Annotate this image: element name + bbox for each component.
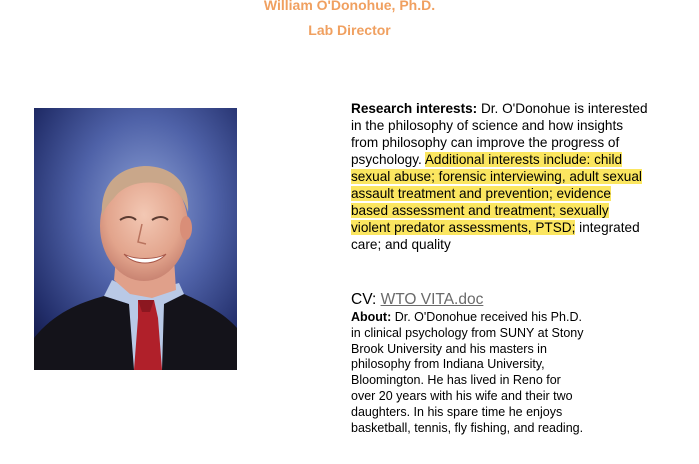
about-label: About: xyxy=(351,310,392,324)
research-highlighted-text: Additional interests include: child sexual abuse; forensic interviewing, adult sexual assault treatment and prevention; evidence based assessment and treatment; sexually violent predator assessments, PTSD; xyxy=(351,152,642,235)
research-interests xyxy=(351,100,651,253)
cv-line xyxy=(351,290,483,309)
research-text: Dr. O'Donohue is interested in the philosophy of science and how insights from philosophy can improve the progress of psychology. xyxy=(351,101,648,167)
research-label: Research interests: xyxy=(351,101,478,116)
about-section xyxy=(351,310,586,436)
cv-label: CV: xyxy=(351,291,381,308)
cv-link[interactable]: WTO VITA.doc xyxy=(380,291,484,308)
about-text: Dr. O'Donohue received his Ph.D. in clinical psychology from SUNY at Stony Brook University and his masters in philosophy from Indiana University, Bloomington. He has lived in Reno for over 20 years with his wife and their two daughters. In his spare time he enjoys basketball, tennis, fly fishing, and reading. xyxy=(351,310,584,435)
portrait-photo xyxy=(34,108,237,370)
person-name: William O'Donohue, Ph.D. xyxy=(263,0,436,13)
person-title: Lab Director xyxy=(308,22,391,38)
research-text-after: integrated care; and quality xyxy=(351,220,640,252)
